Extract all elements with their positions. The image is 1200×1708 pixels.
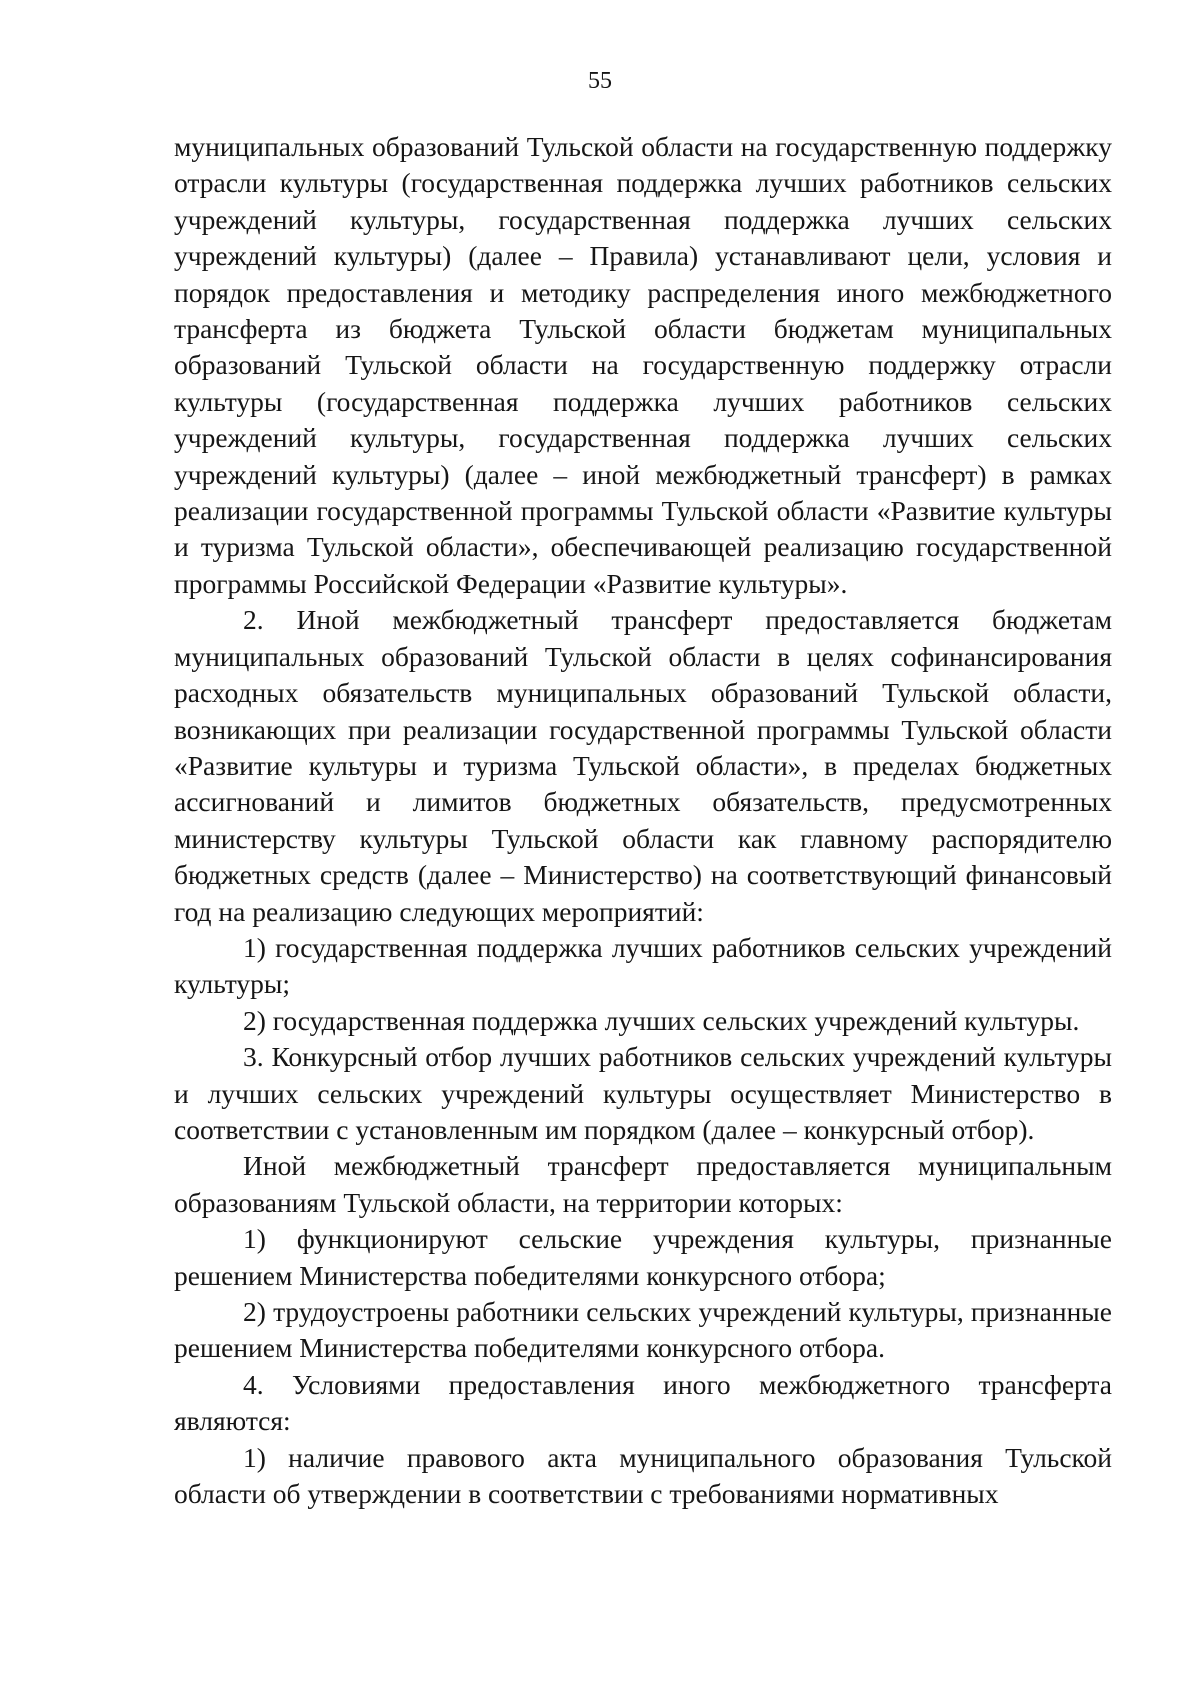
- paragraph-clause-4-item-1: 1) наличие правового акта муниципального образования Тульской области об утверждении в соответствии с требованиями нормативных: [174, 1441, 1112, 1510]
- paragraph-clause-2-item-1: 1) государственная поддержка лучших работников сельских учреждений культуры;: [174, 931, 1112, 1000]
- paragraph-clause-3: 3. Конкурсный отбор лучших работников сельских учреждений культуры и лучших сельских учреждений культуры осуществляет Министерство в соответствии с установленным им порядком (далее – конкурсный отбор).: [174, 1041, 1112, 1145]
- paragraph-clause-2-item-2: 2) государственная поддержка лучших сельских учреждений культуры.: [243, 1004, 1080, 1036]
- paragraph-clause-3-transfer: Иной межбюджетный трансферт предоставляется муниципальным образованиям Тульской области, на территории которых:: [174, 1150, 1112, 1218]
- paragraph-clause-2: 2. Иной межбюджетный трансферт предоставляется бюджетам муниципальных образований Тульской области в целях софинансирования расходных обязательств муниципальных образований Тульской области, возникающих при реализации государственной программы Тульской области «Развитие культуры и туризма Тульской области», в пределах бюджетных ассигнований и лимитов бюджетных обязательств, предусмотренных министерству культуры Тульской области как главному распорядителю бюджетных средств (далее – Министерство) на соответствующий финансовый год на реализацию следующих мероприятий:: [174, 604, 1112, 927]
- page-number: 55: [588, 68, 612, 94]
- paragraph-clause-3-item-1: 1) функционируют сельские учреждения культуры, признанные решением Министерства победителями конкурсного отбора;: [174, 1223, 1112, 1291]
- paragraph-rules-intro: муниципальных образований Тульской области на государственную поддержку отрасли культуры (государственная поддержка лучших работников сельских учреждений культуры, государственная поддержка лучших сельских учреждений культуры) (далее – Правила) устанавливают цели, условия и порядок предоставления и методику распределения иного межбюджетного трансферта из бюджета Тульской области бюджетам муниципальных образований Тульской области на государственную поддержку отрасли культуры (государственная поддержка лучших работников сельских учреждений культуры, государственная поддержка лучших сельских учреждений культуры) (далее – иной межбюджетный трансферт) в рамках реализации государственной программы Тульской области «Развитие культуры и туризма Тульской области», обеспечивающей реализацию государственной программы Российской Федерации «Развитие культуры».: [174, 131, 1112, 599]
- document-body: [174, 129, 1112, 1512]
- paragraph-clause-3-item-2: 2) трудоустроены работники сельских учреждений культуры, признанные решением Министерства победителями конкурсного отбора.: [174, 1296, 1112, 1364]
- paragraph-clause-4: 4. Условиями предоставления иного межбюджетного трансферта являются:: [174, 1368, 1112, 1437]
